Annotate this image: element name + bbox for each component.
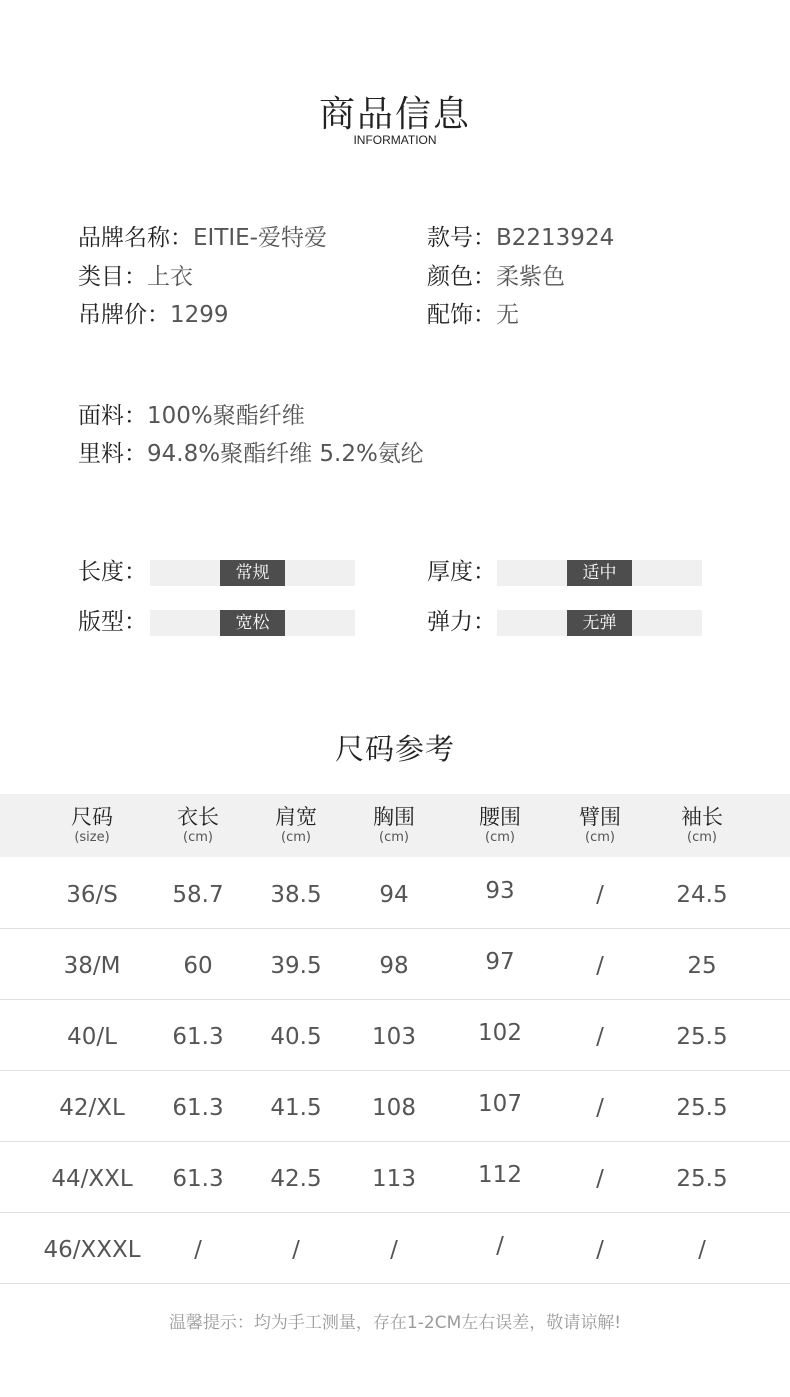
column-header <box>42 804 142 845</box>
info-value: EITIE-爱特爱 <box>193 225 327 251</box>
column-header-unit: (cm) <box>687 830 717 845</box>
table-cell: 98 <box>379 953 409 979</box>
attr-length-scale <box>150 560 355 586</box>
column-header-name: 衣长 <box>177 805 219 829</box>
column-header <box>344 804 444 845</box>
info-label: 颜色： <box>427 264 496 290</box>
attr-elasticity-label: 弹力： <box>427 609 496 635</box>
fabric-outer <box>78 405 305 428</box>
table-cell: / <box>194 1237 202 1263</box>
table-cell: 42/XL <box>59 1095 125 1121</box>
column-header-name: 胸围 <box>373 805 415 829</box>
column-header <box>148 804 248 845</box>
fabric-label: 里料： <box>78 441 147 467</box>
attr-elasticity-value: 无弹 <box>567 610 632 636</box>
table-cell: 61.3 <box>172 1095 224 1121</box>
info-category <box>78 266 193 289</box>
column-header <box>246 804 346 845</box>
table-cell: / <box>596 1237 604 1263</box>
column-header-unit: (cm) <box>585 830 615 845</box>
info-label: 配饰： <box>427 302 496 328</box>
table-cell: 44/XXL <box>51 1166 133 1192</box>
column-header-unit: (cm) <box>485 830 515 845</box>
size-chart-title: 尺码参考 <box>334 732 455 766</box>
info-tag-price <box>78 304 229 327</box>
attr-thickness-value: 适中 <box>567 560 632 586</box>
column-header <box>450 804 550 845</box>
attr-length-label: 长度： <box>78 559 147 585</box>
table-cell: 61.3 <box>172 1166 224 1192</box>
info-value: B2213924 <box>496 225 615 251</box>
table-cell: 60 <box>183 953 213 979</box>
attr-fit-scale <box>150 610 355 636</box>
info-label: 类目： <box>78 264 147 290</box>
table-cell: / <box>698 1237 706 1263</box>
attr-thickness-scale <box>497 560 702 586</box>
size-table-header <box>0 794 790 857</box>
table-cell: 93 <box>485 878 515 904</box>
info-value: 上衣 <box>147 264 193 290</box>
table-cell: 25.5 <box>676 1024 728 1050</box>
table-row <box>0 929 790 1000</box>
table-cell: 25 <box>687 953 717 979</box>
fabric-label: 面料： <box>78 403 147 429</box>
table-cell: / <box>390 1237 398 1263</box>
column-header <box>550 804 650 845</box>
table-cell: 40/L <box>67 1024 117 1050</box>
table-row <box>0 1000 790 1071</box>
table-cell: 108 <box>372 1095 416 1121</box>
table-cell: 25.5 <box>676 1166 728 1192</box>
attr-thickness-label: 厚度： <box>427 559 496 585</box>
table-cell: / <box>596 1166 604 1192</box>
table-row <box>0 1142 790 1213</box>
table-row <box>0 1071 790 1142</box>
table-cell: / <box>596 882 604 908</box>
table-cell: 61.3 <box>172 1024 224 1050</box>
table-cell: / <box>596 1095 604 1121</box>
column-header-name: 尺码 <box>71 805 113 829</box>
table-cell: 42.5 <box>270 1166 322 1192</box>
info-style-number <box>427 227 614 250</box>
table-row <box>0 858 790 929</box>
info-value: 柔紫色 <box>496 264 565 290</box>
table-row <box>0 1213 790 1284</box>
table-cell: 107 <box>478 1091 522 1117</box>
info-color <box>427 266 565 289</box>
table-cell: 102 <box>478 1020 522 1046</box>
info-label: 吊牌价： <box>78 302 170 328</box>
column-header-unit: (cm) <box>183 830 213 845</box>
table-cell: / <box>292 1237 300 1263</box>
table-cell: 113 <box>372 1166 416 1192</box>
info-accessories <box>427 304 519 327</box>
table-cell: 97 <box>485 949 515 975</box>
table-cell: 94 <box>379 882 409 908</box>
table-cell: 25.5 <box>676 1095 728 1121</box>
column-header-name: 肩宽 <box>275 805 317 829</box>
fabric-value: 94.8%聚酯纤维 5.2%氨纶 <box>147 441 424 467</box>
table-cell: 58.7 <box>172 882 224 908</box>
fabric-lining <box>78 443 424 466</box>
table-cell: 38.5 <box>270 882 322 908</box>
table-cell: 40.5 <box>270 1024 322 1050</box>
table-cell: 38/M <box>63 953 121 979</box>
attr-elasticity-scale <box>497 610 702 636</box>
column-header-unit: (cm) <box>281 830 311 845</box>
measurement-note: 温馨提示：均为手工测量，存在1-2CM左右误差，敬请谅解! <box>168 1313 622 1333</box>
table-cell: 36/S <box>66 882 118 908</box>
table-cell: 46/XXXL <box>43 1237 141 1263</box>
table-cell: 24.5 <box>676 882 728 908</box>
fabric-value: 100%聚酯纤维 <box>147 403 305 429</box>
column-header <box>652 804 752 845</box>
attr-fit-value: 宽松 <box>220 610 285 636</box>
attr-fit-label: 版型： <box>78 609 147 635</box>
page-subtitle: INFORMATION <box>353 133 437 147</box>
column-header-unit: (cm) <box>379 830 409 845</box>
page-title: 商品信息 <box>318 94 471 135</box>
info-label: 品牌名称： <box>78 225 193 251</box>
table-cell: / <box>596 1024 604 1050</box>
table-cell: 103 <box>372 1024 416 1050</box>
info-label: 款号： <box>427 225 496 251</box>
table-cell: 112 <box>478 1162 522 1188</box>
column-header-unit: (size) <box>74 830 110 845</box>
column-header-name: 腰围 <box>479 805 521 829</box>
info-brand <box>78 227 327 250</box>
table-cell: 41.5 <box>270 1095 322 1121</box>
table-cell: / <box>596 953 604 979</box>
info-value: 无 <box>496 302 519 328</box>
column-header-name: 臂围 <box>579 805 621 829</box>
table-cell: 39.5 <box>270 953 322 979</box>
attr-length-value: 常规 <box>220 560 285 586</box>
info-value: 1299 <box>170 302 229 328</box>
table-cell: / <box>496 1233 504 1259</box>
column-header-name: 袖长 <box>681 805 723 829</box>
